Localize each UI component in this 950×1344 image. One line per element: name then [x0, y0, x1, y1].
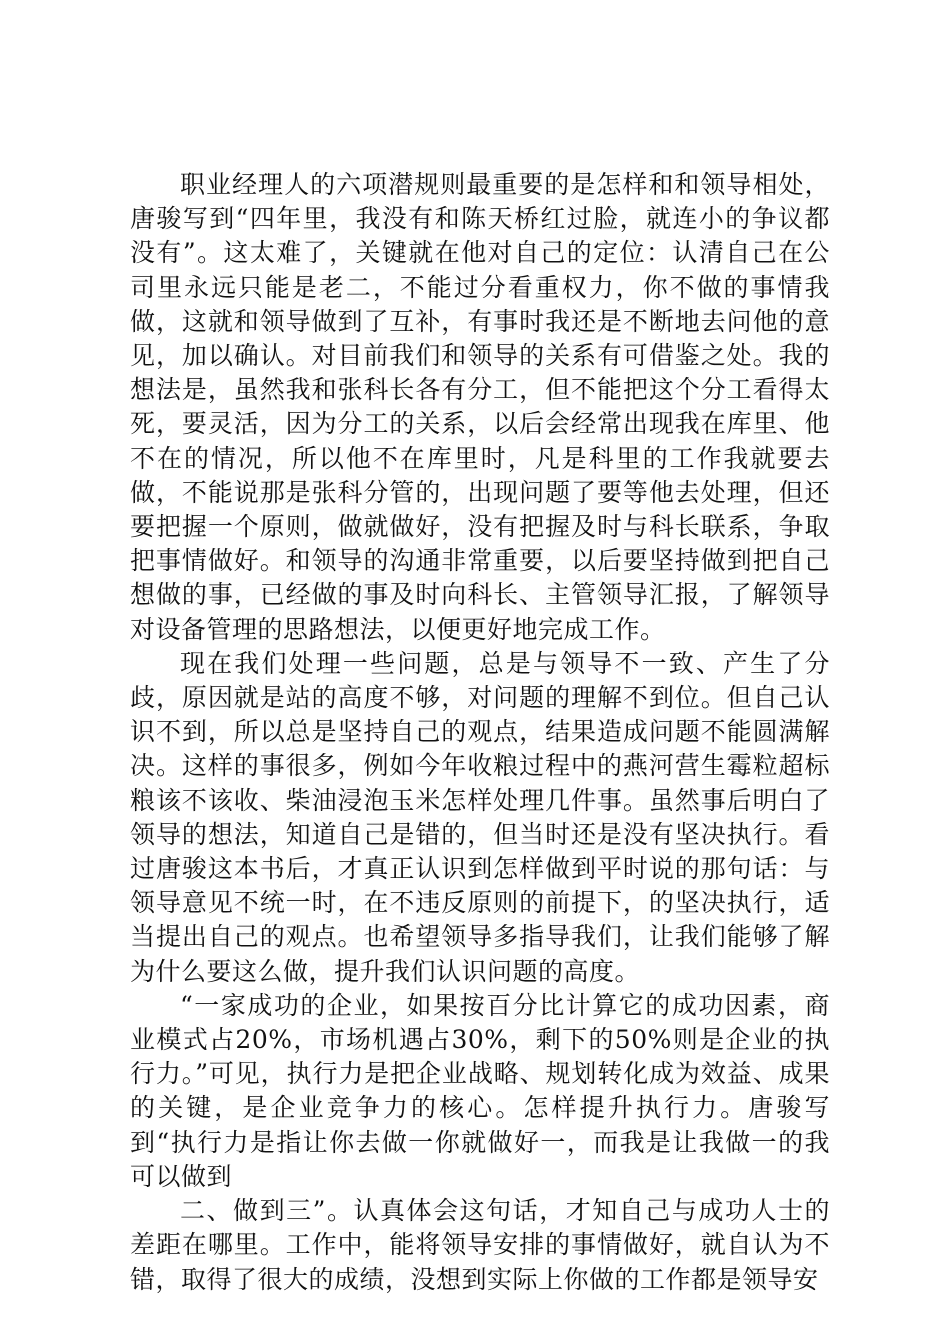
paragraph-continuation: 二、做到三”。认真体会这句话，才知自己与成功人士的差距在哪里。工作中，能将领导安排的事情做好，就自认为不错，取得了很大的成绩，没想到实际上你做的工作都是领导安 — [130, 1196, 830, 1294]
paragraph-execution: “一家成功的企业，如果按百分比计算它的成功因素，商业模式占20%，市场机遇占30%，剩下的50%则是企业的执行力。”可见，执行力是把企业战略、规划转化成为效益、成果的关键，是企业竞争力的核心。怎样提升执行力。唐骏写到“执行力是指让你去做一你就做好一，而我是让我做一的我可以做到 — [130, 990, 830, 1191]
document-body — [130, 168, 830, 1297]
paragraph-differences: 现在我们处理一些问题，总是与领导不一致、产生了分歧，原因就是站的高度不够，对问题的理解不到位。但自己认识不到，所以总是坚持自己的观点，结果造成问题不能圆满解决。这样的事很多，例如今年收粮过程中的燕河营生霉粒超标粮该不该收、柴油浸泡玉米怎样处理几件事。虽然事后明白了领导的想法，知道自己是错的，但当时还是没有坚决执行。看过唐骏这本书后，才真正认识到怎样做到平时说的那句话：与领导意见不统一时，在不违反原则的前提下，的坚决执行，适当提出自己的观点。也希望领导多指导我们，让我们能够了解为什么要这么做，提升我们认识问题的高度。 — [130, 648, 830, 986]
paragraph-leadership: 职业经理人的六项潜规则最重要的是怎样和和领导相处，唐骏写到“四年里，我没有和陈天桥红过脸，就连小的争议都没有”。这太难了，关键就在他对自己的定位：认清自己在公司里永远只能是老二，不能过分看重权力，你不做的事情我做，这就和领导做到了互补，有事时我还是不断地去问他的意见，加以确认。对目前我们和领导的关系有可借鉴之处。我的想法是，虽然我和张科长各有分工，但不能把这个分工看得太死，要灵活，因为分工的关系，以后会经常出现我在库里、他不在的情况，所以他不在库里时，凡是科里的工作我就要去做，不能说那是张科分管的，出现问题了要等他去处理，但还要把握一个原则，做就做好，没有把握及时与科长联系，争取把事情做好。和领导的沟通非常重要，以后要坚持做到把自己想做的事，已经做的事及时向科长、主管领导汇报，了解领导对设备管理的思路想法，以便更好地完成工作。 — [130, 170, 830, 644]
